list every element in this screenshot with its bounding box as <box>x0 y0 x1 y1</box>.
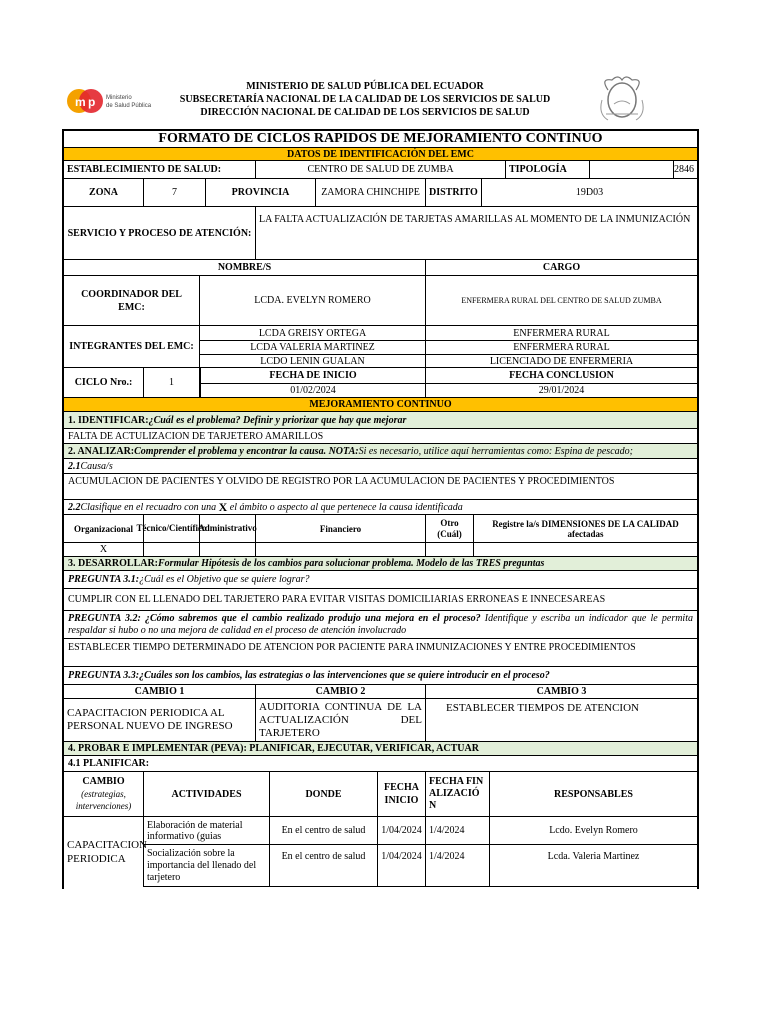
svg-text:p: p <box>88 95 96 109</box>
causas-value[interactable]: ACUMULACION DE PACIENTES Y OLVIDO DE REGISTRO POR LA ACUMULACION DE PACIENTES Y PROCEDIMIENTOS <box>64 474 697 500</box>
servicio-value[interactable]: LA FALTA ACTUALIZACIÓN DE TARJETAS AMARILLAS AL MOMENTO DE LA INMUNIZACIÓN <box>259 214 691 225</box>
cambio-1-label: CAMBIO 1 <box>64 685 256 698</box>
row-nombres-cargo <box>64 260 697 276</box>
plan-actividad[interactable]: Elaboración de material informativo (guias <box>144 817 270 844</box>
row-ciclo <box>64 368 697 398</box>
distrito-value[interactable]: 19D03 <box>575 187 604 198</box>
fecha-concl-label: FECHA CONCLUSION <box>509 370 614 381</box>
integrante-row: LCDA GREISY ORTEGA ENFERMERA RURAL <box>200 326 697 341</box>
tipologia-value[interactable]: 2846 <box>674 164 694 175</box>
svg-text:Ministerio: Ministerio <box>106 95 132 101</box>
clasificacion-label: 2.2 Clasifique en el recuadro con una X el ámbito o aspecto al que pertenece la causa identificada <box>64 500 697 515</box>
pregunta-32-value[interactable]: ESTABLECER TIEMPO DETERMINADO DE ATENCION POR PACIENTE PARA INMUNIZACIONES Y ENTRE PROCEDIMIENTOS <box>64 639 697 667</box>
cargo-label: CARGO <box>542 262 581 273</box>
pregunta-31-value[interactable]: CUMPLIR CON EL LLENADO DEL TARJETERO PARA EVITAR VISITAS DOMICILIARIAS ERRONEAS E INNECESAREAS <box>64 589 697 611</box>
ambito-otro: Otro (Cuál) <box>426 515 474 542</box>
ambito-tecnico: Técnico/Científico <box>144 515 200 542</box>
ciclo-value[interactable]: 1 <box>144 368 200 397</box>
plan-header-fecha-fin: FECHA FINALIZACIÓN <box>426 772 490 816</box>
fechas-block <box>200 368 697 397</box>
row-coordinador <box>64 276 697 326</box>
cambio-2-value[interactable]: AUDITORIA CONTINUA DE LA ACTUALIZACIÓN DEL TARJETERO <box>256 699 426 741</box>
fecha-inicio-value[interactable]: 01/02/2024 <box>200 383 426 398</box>
coord-label: COORDINADOR DEL EMC: <box>64 276 200 325</box>
zona-value[interactable]: 7 <box>144 179 206 206</box>
est-label: ESTABLECIMIENTO DE SALUD: <box>64 161 256 178</box>
ambito-financiero: Financiero <box>256 515 426 542</box>
integrantes-list <box>200 326 697 367</box>
planificar-heading: 4.1 PLANIFICAR: <box>64 756 697 772</box>
row-ambitos <box>64 515 697 543</box>
section-mejoramiento: MEJORAMIENTO CONTINUO <box>64 398 697 412</box>
plan-inicio[interactable]: 1/04/2024 <box>378 817 426 844</box>
causas-label: 2.1 Causa/s <box>64 459 697 474</box>
ambito-org-mark[interactable]: X <box>64 543 144 556</box>
plan-actividad[interactable]: Socialización sobre la importancia del llenado del tarjetero <box>144 845 270 886</box>
fecha-concl-value[interactable]: 29/01/2024 <box>538 385 585 396</box>
cambio-1-value[interactable]: CAPACITACION PERIODICA AL PERSONAL NUEVO DE INGRESO <box>64 699 256 741</box>
plan-donde[interactable]: En el centro de salud <box>270 817 378 844</box>
fecha-inicio-label: FECHA DE INICIO <box>200 368 426 383</box>
msp-logo <box>66 84 156 118</box>
plan-header-donde: DONDE <box>270 772 378 816</box>
row-zona <box>64 179 697 207</box>
row-servicio <box>64 207 697 260</box>
header-line-1: MINISTERIO DE SALUD PÚBLICA DEL ECUADOR <box>246 81 484 92</box>
cambio-3-value[interactable]: ESTABLECER TIEMPOS DE ATENCION <box>446 702 639 714</box>
plan-header-cambio: CAMBIO (estrategias, intervenciones) <box>64 772 144 816</box>
nombres-label: NOMBRE/S <box>64 260 426 275</box>
plan-responsable[interactable]: Lcda. Valeria Martinez <box>547 851 640 862</box>
plan-header-row <box>64 772 697 817</box>
plan-inicio[interactable]: 1/04/2024 <box>378 845 426 886</box>
integrantes-label: INTEGRANTES DEL EMC: <box>64 326 200 367</box>
svg-text:de Salud Pública: de Salud Pública <box>106 103 152 109</box>
row-integrantes <box>64 326 697 368</box>
dimensiones-label: Registre la/s DIMENSIONES DE LA CALIDAD afectadas <box>492 518 679 539</box>
plan-row <box>144 845 697 887</box>
plan-responsable[interactable]: Lcdo. Evelyn Romero <box>549 825 638 836</box>
plan-header-fecha-inicio: FECHA INICIO <box>378 772 426 816</box>
ambito-adm-mark[interactable] <box>200 543 256 556</box>
cambio-2-label: CAMBIO 2 <box>256 685 426 698</box>
plan-donde[interactable]: En el centro de salud <box>270 845 378 886</box>
ambito-fin-mark[interactable] <box>256 543 426 556</box>
identificar-heading: 1. IDENTIFICAR: ¿Cuál es el problema? Definir y priorizar que hay que mejorar <box>64 412 697 429</box>
pregunta-31-label: PREGUNTA 3.1: ¿Cuál es el Objetivo que se quiere lograr? <box>64 571 697 589</box>
identificar-value[interactable]: FALTA DE ACTULIZACION DE TARJETERO AMARILLOS <box>64 429 697 444</box>
svg-text:m: m <box>75 95 86 109</box>
ecuador-coat-of-arms-icon <box>594 70 650 126</box>
zona-label: ZONA <box>64 179 144 206</box>
integrante-row: LCDA VALERIA MARTINEZ ENFERMERA RURAL <box>200 340 697 355</box>
cambio-3-label: CAMBIO 3 <box>536 686 587 697</box>
servicio-label: SERVICIO Y PROCESO DE ATENCIÓN: <box>64 207 256 259</box>
probar-heading: 4. PROBAR E IMPLEMENTAR (PEVA): PLANIFICAR, EJECUTAR, VERIFICAR, ACTUAR <box>64 742 697 756</box>
section-identificacion: DATOS DE IDENTIFICACIÓN DEL EMC <box>64 148 697 161</box>
ambito-organizacional: Organizacional <box>64 515 144 542</box>
coord-name[interactable]: LCDA. EVELYN ROMERO <box>200 276 426 325</box>
plan-header-responsables: RESPONSABLES <box>554 788 633 800</box>
row-cambios-labels <box>64 685 697 699</box>
ciclo-label: CICLO Nro.: <box>64 368 144 397</box>
distrito-label: DISTRITO <box>426 179 482 206</box>
desarrollar-heading: 3. DESARROLLAR: Formular Hipótesis de los cambios para solucionar problema. Modelo de las TRES preguntas <box>64 557 697 571</box>
header-line-3: DIRECCIÓN NACIONAL DE CALIDAD DE LOS SERVICIOS DE SALUD <box>200 107 530 118</box>
ambito-tec-mark[interactable] <box>144 543 200 556</box>
tipologia-spacer <box>590 161 674 178</box>
plan-header-actividades: ACTIVIDADES <box>144 772 270 816</box>
row-establecimiento <box>64 161 697 179</box>
pregunta-32-label: PREGUNTA 3.2: ¿Cómo sabremos que el cambio realizado produjo una mejora en el proceso? Identifique y escriba un indicador que le permita respaldar si hubo o no una mejora de calidad en el proceso de atención involucrado <box>64 611 697 639</box>
ambito-otro-mark[interactable] <box>426 543 474 556</box>
analizar-heading: 2. ANALIZAR: Comprender el problema y encontrar la causa. NOTA: Si es necesario, utilice aquí herramientas como: Espina de pescado; <box>64 444 697 459</box>
tipologia-label: TIPOLOGÍA <box>506 161 590 178</box>
ambito-administrativo: Administrativo <box>200 515 256 542</box>
pregunta-33-label: PREGUNTA 3.3: ¿Cuáles son los cambios, las estrategias o las intervenciones que se quiere introducir en el proceso? <box>64 667 697 685</box>
provincia-label: PROVINCIA <box>206 179 316 206</box>
document-header <box>150 80 580 119</box>
row-ambitos-marks <box>64 543 697 557</box>
integrante-row: LCDO LENIN GUALAN LICENCIADO DE ENFERMERIA <box>200 354 697 368</box>
header-line-2: SUBSECRETARÍA NACIONAL DE LA CALIDAD DE LOS SERVICIOS DE SALUD <box>179 94 551 105</box>
row-cambios-values <box>64 699 697 742</box>
plan-cambio[interactable]: CAPACITACION PERIODICA <box>64 817 144 887</box>
coord-cargo[interactable]: ENFERMERA RURAL DEL CENTRO DE SALUD ZUMBA <box>461 296 662 305</box>
est-value[interactable]: CENTRO DE SALUD DE ZUMBA <box>256 161 506 178</box>
plan-row <box>144 817 697 845</box>
dimensiones-value[interactable] <box>474 543 697 556</box>
plan-fin[interactable]: 1/4/2024 <box>426 817 490 844</box>
plan-fin[interactable]: 1/4/2024 <box>426 845 490 886</box>
provincia-value[interactable]: ZAMORA CHINCHIPE <box>316 179 426 206</box>
form-title: FORMATO DE CICLOS RAPIDOS DE MEJORAMIENTO CONTINUO <box>64 131 697 148</box>
